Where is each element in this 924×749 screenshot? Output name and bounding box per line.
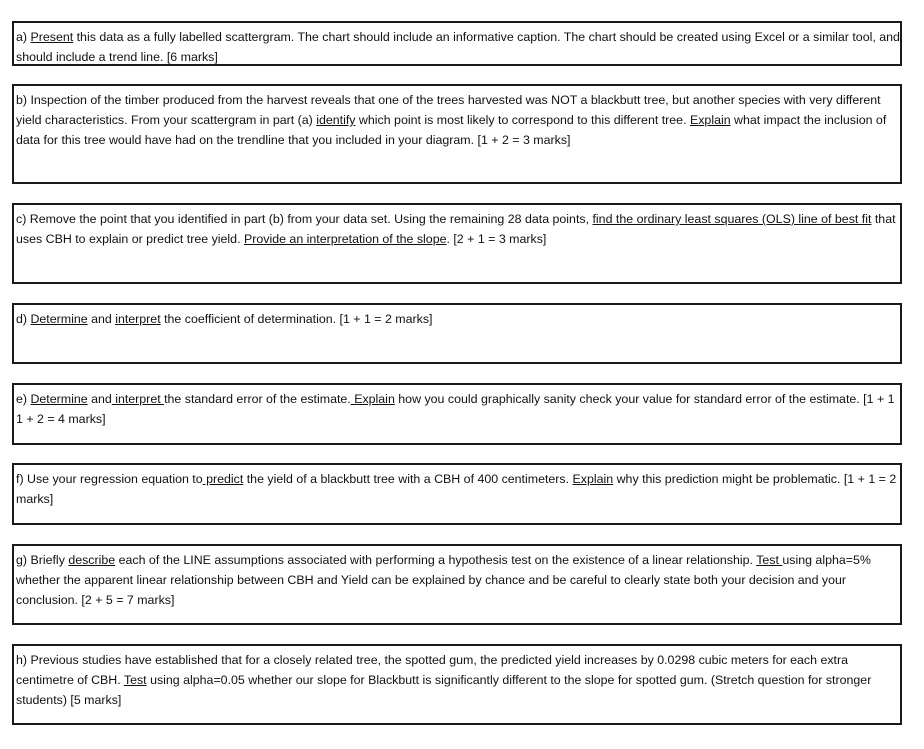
- question-d-text: d) Determine and interpret the coefficient of determination. [1 + 1 = 2 marks]: [16, 312, 433, 326]
- question-g-box: [12, 544, 902, 625]
- question-h-text: h) Previous studies have established that for a closely related tree, the spotted gum, the predicted yield increases by 0.0298 cubic meters for each extra centimetre of CBH. Test using alpha=0.05 whether our slope for Blackbutt is significantly different to the slope for spotted gum. (Stretch question for stronger students) [5 marks]: [16, 653, 872, 707]
- question-f-box: [12, 463, 902, 525]
- question-a-box: [12, 21, 902, 66]
- question-e-text: e) Determine and interpret the standard error of the estimate. Explain how you could graphically sanity check your value for standard error of the estimate. [1 + 1 1 + 2 = 4 marks]: [16, 392, 895, 426]
- question-b-box: [12, 84, 902, 184]
- question-c-box: [12, 203, 902, 284]
- question-e-box: [12, 383, 902, 445]
- question-g-text: g) Briefly describe each of the LINE assumptions associated with performing a hypothesis test on the existence of a linear relationship. Test using alpha=5% whether the apparent linear relationship between CBH and Yield can be explained by chance and be careful to clearly state both your decision and your conclusion. [2 + 5 = 7 marks]: [16, 553, 871, 607]
- question-b-text: b) Inspection of the timber produced from the harvest reveals that one of the trees harvested was NOT a blackbutt tree, but another species with very different yield characteristics. From your scattergram in part (a) identify which point is most likely to correspond to this different tree. Explain what impact the inclusion of data for this tree would have had on the trendline that you included in your diagram. [1 + 2 = 3 marks]: [16, 93, 887, 147]
- question-f-text: f) Use your regression equation to predict the yield of a blackbutt tree with a CBH of 400 centimeters. Explain why this prediction might be problematic. [1 + 1 = 2 marks]: [16, 472, 897, 506]
- question-a-text: a) Present this data as a fully labelled scattergram. The chart should include an informative caption. The chart should be created using Excel or a similar tool, and should include a trend line. [6 marks]: [16, 30, 900, 64]
- question-h-box: [12, 644, 902, 725]
- question-c-text: c) Remove the point that you identified in part (b) from your data set. Using the remaining 28 data points, find the ordinary least squares (OLS) line of best fit that uses CBH to explain or predict tree yield. Provide an interpretation of the slope. [2 + 1 = 3 marks]: [16, 212, 896, 246]
- question-d-box: [12, 303, 902, 364]
